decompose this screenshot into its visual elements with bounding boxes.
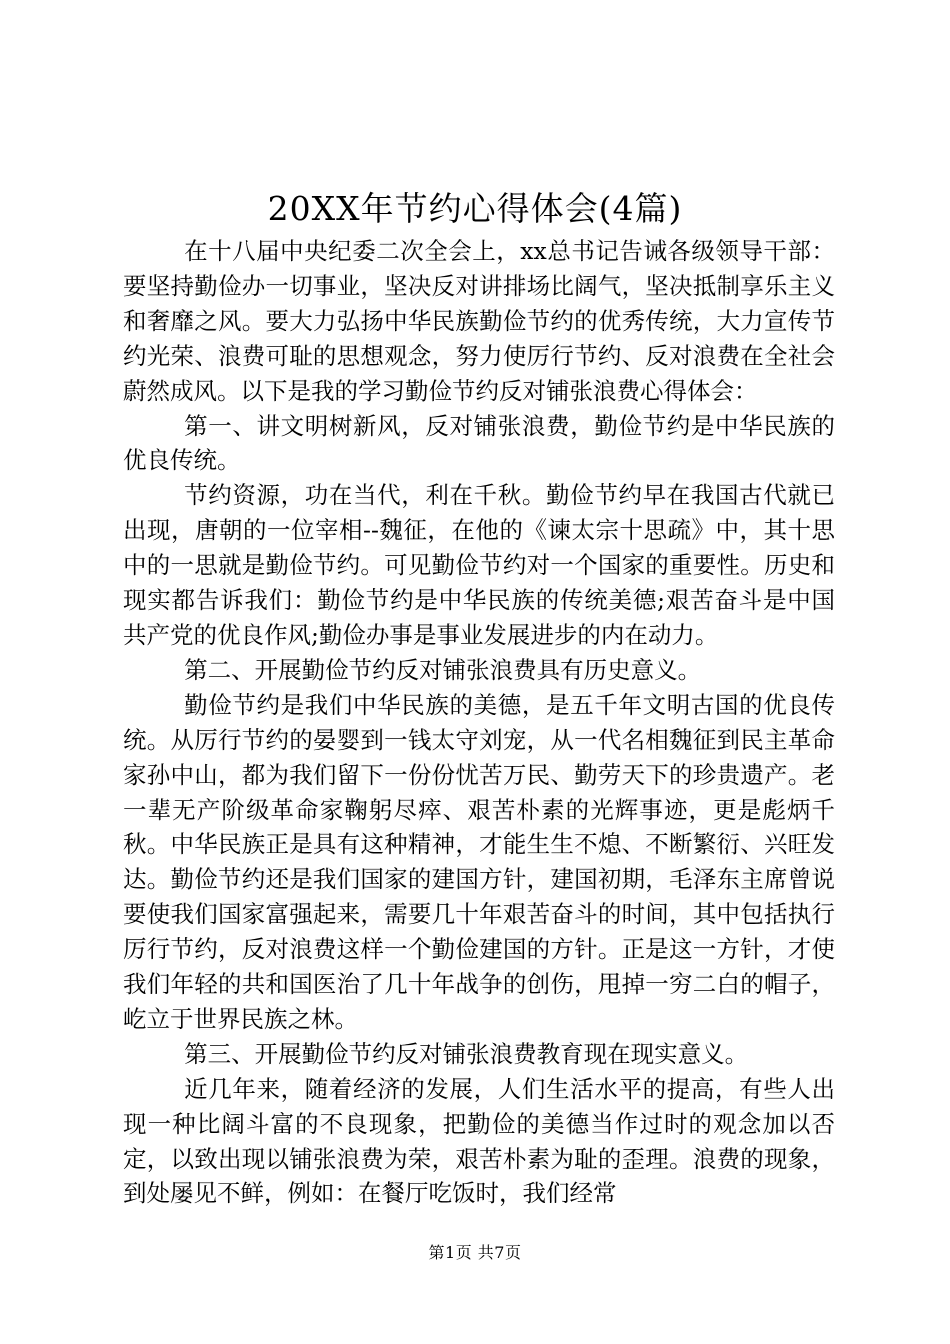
paragraph-point-one-body: 节约资源，功在当代，利在千秋。勤俭节约早在我国古代就已出现，唐朝的一位宰相--魏征，在他的《谏太宗十思疏》中，其十思中的一思就是勤俭节约。可见勤俭节约对一个国家的重要性。历史和现实都告诉我们：勤俭节约是中华民族的传统美德;艰苦奋斗是中国共产党的优良作风;勤俭办事是事业发展进步的内在动力。 <box>123 481 835 649</box>
paragraph-point-three-body: 近几年来，随着经济的发展，人们生活水平的提高，有些人出现一种比阔斗富的不良现象，把勤俭的美德当作过时的观念加以否定，以致出现以铺张浪费为荣，艰苦朴素为耻的歪理。浪费的现象，到处屡见不鲜，例如：在餐厅吃饭时，我们经常 <box>123 1074 835 1208</box>
paragraph-intro: 在十八届中央纪委二次全会上，xx总书记告诫各级领导干部：要坚持勤俭办一切事业，坚决反对讲排场比阔气，坚决抵制享乐主义和奢靡之风。要大力弘扬中华民族勤俭节约的优秀传统，大力宣传节约光荣、浪费可耻的思想观念，努力使厉行节约、反对浪费在全社会蔚然成风。以下是我的学习勤俭节约反对铺张浪费心得体会： <box>123 237 835 405</box>
document-body <box>123 234 835 1211</box>
page-number-footer: 第1页 共7页 <box>428 1243 522 1262</box>
paragraph-point-one-heading: 第一、讲文明树新风，反对铺张浪费，勤俭节约是中华民族的优良传统。 <box>123 411 835 475</box>
paragraph-point-two-heading: 第二、开展勤俭节约反对铺张浪费具有历史意义。 <box>184 655 702 684</box>
document-title: 20XX年节约心得体会(4篇) <box>267 189 683 228</box>
paragraph-point-two-body: 勤俭节约是我们中华民族的美德，是五千年文明古国的优良传统。从厉行节约的晏婴到一钱太守刘宠，从一代名相魏征到民主革命家孙中山，都为我们留下一份份忧苦万民、勤劳天下的珍贵遗产。老一辈无产阶级革命家鞠躬尽瘁、艰苦朴素的光辉事迹，更是彪炳千秋。中华民族正是具有这种精神，才能生生不熄、不断繁衍、兴旺发达。勤俭节约还是我们国家的建国方针，建国初期，毛泽东主席曾说要使我们国家富强起来，需要几十年艰苦奋斗的时间，其中包括执行厉行节约，反对浪费这样一个勤俭建国的方针。正是这一方针，才使我们年轻的共和国医治了几十年战争的创伤，甩掉一穷二白的帽子，屹立于世界民族之林。 <box>123 690 835 1033</box>
paragraph-point-three-heading: 第三、开展勤俭节约反对铺张浪费教育现在现实意义。 <box>184 1039 749 1068</box>
